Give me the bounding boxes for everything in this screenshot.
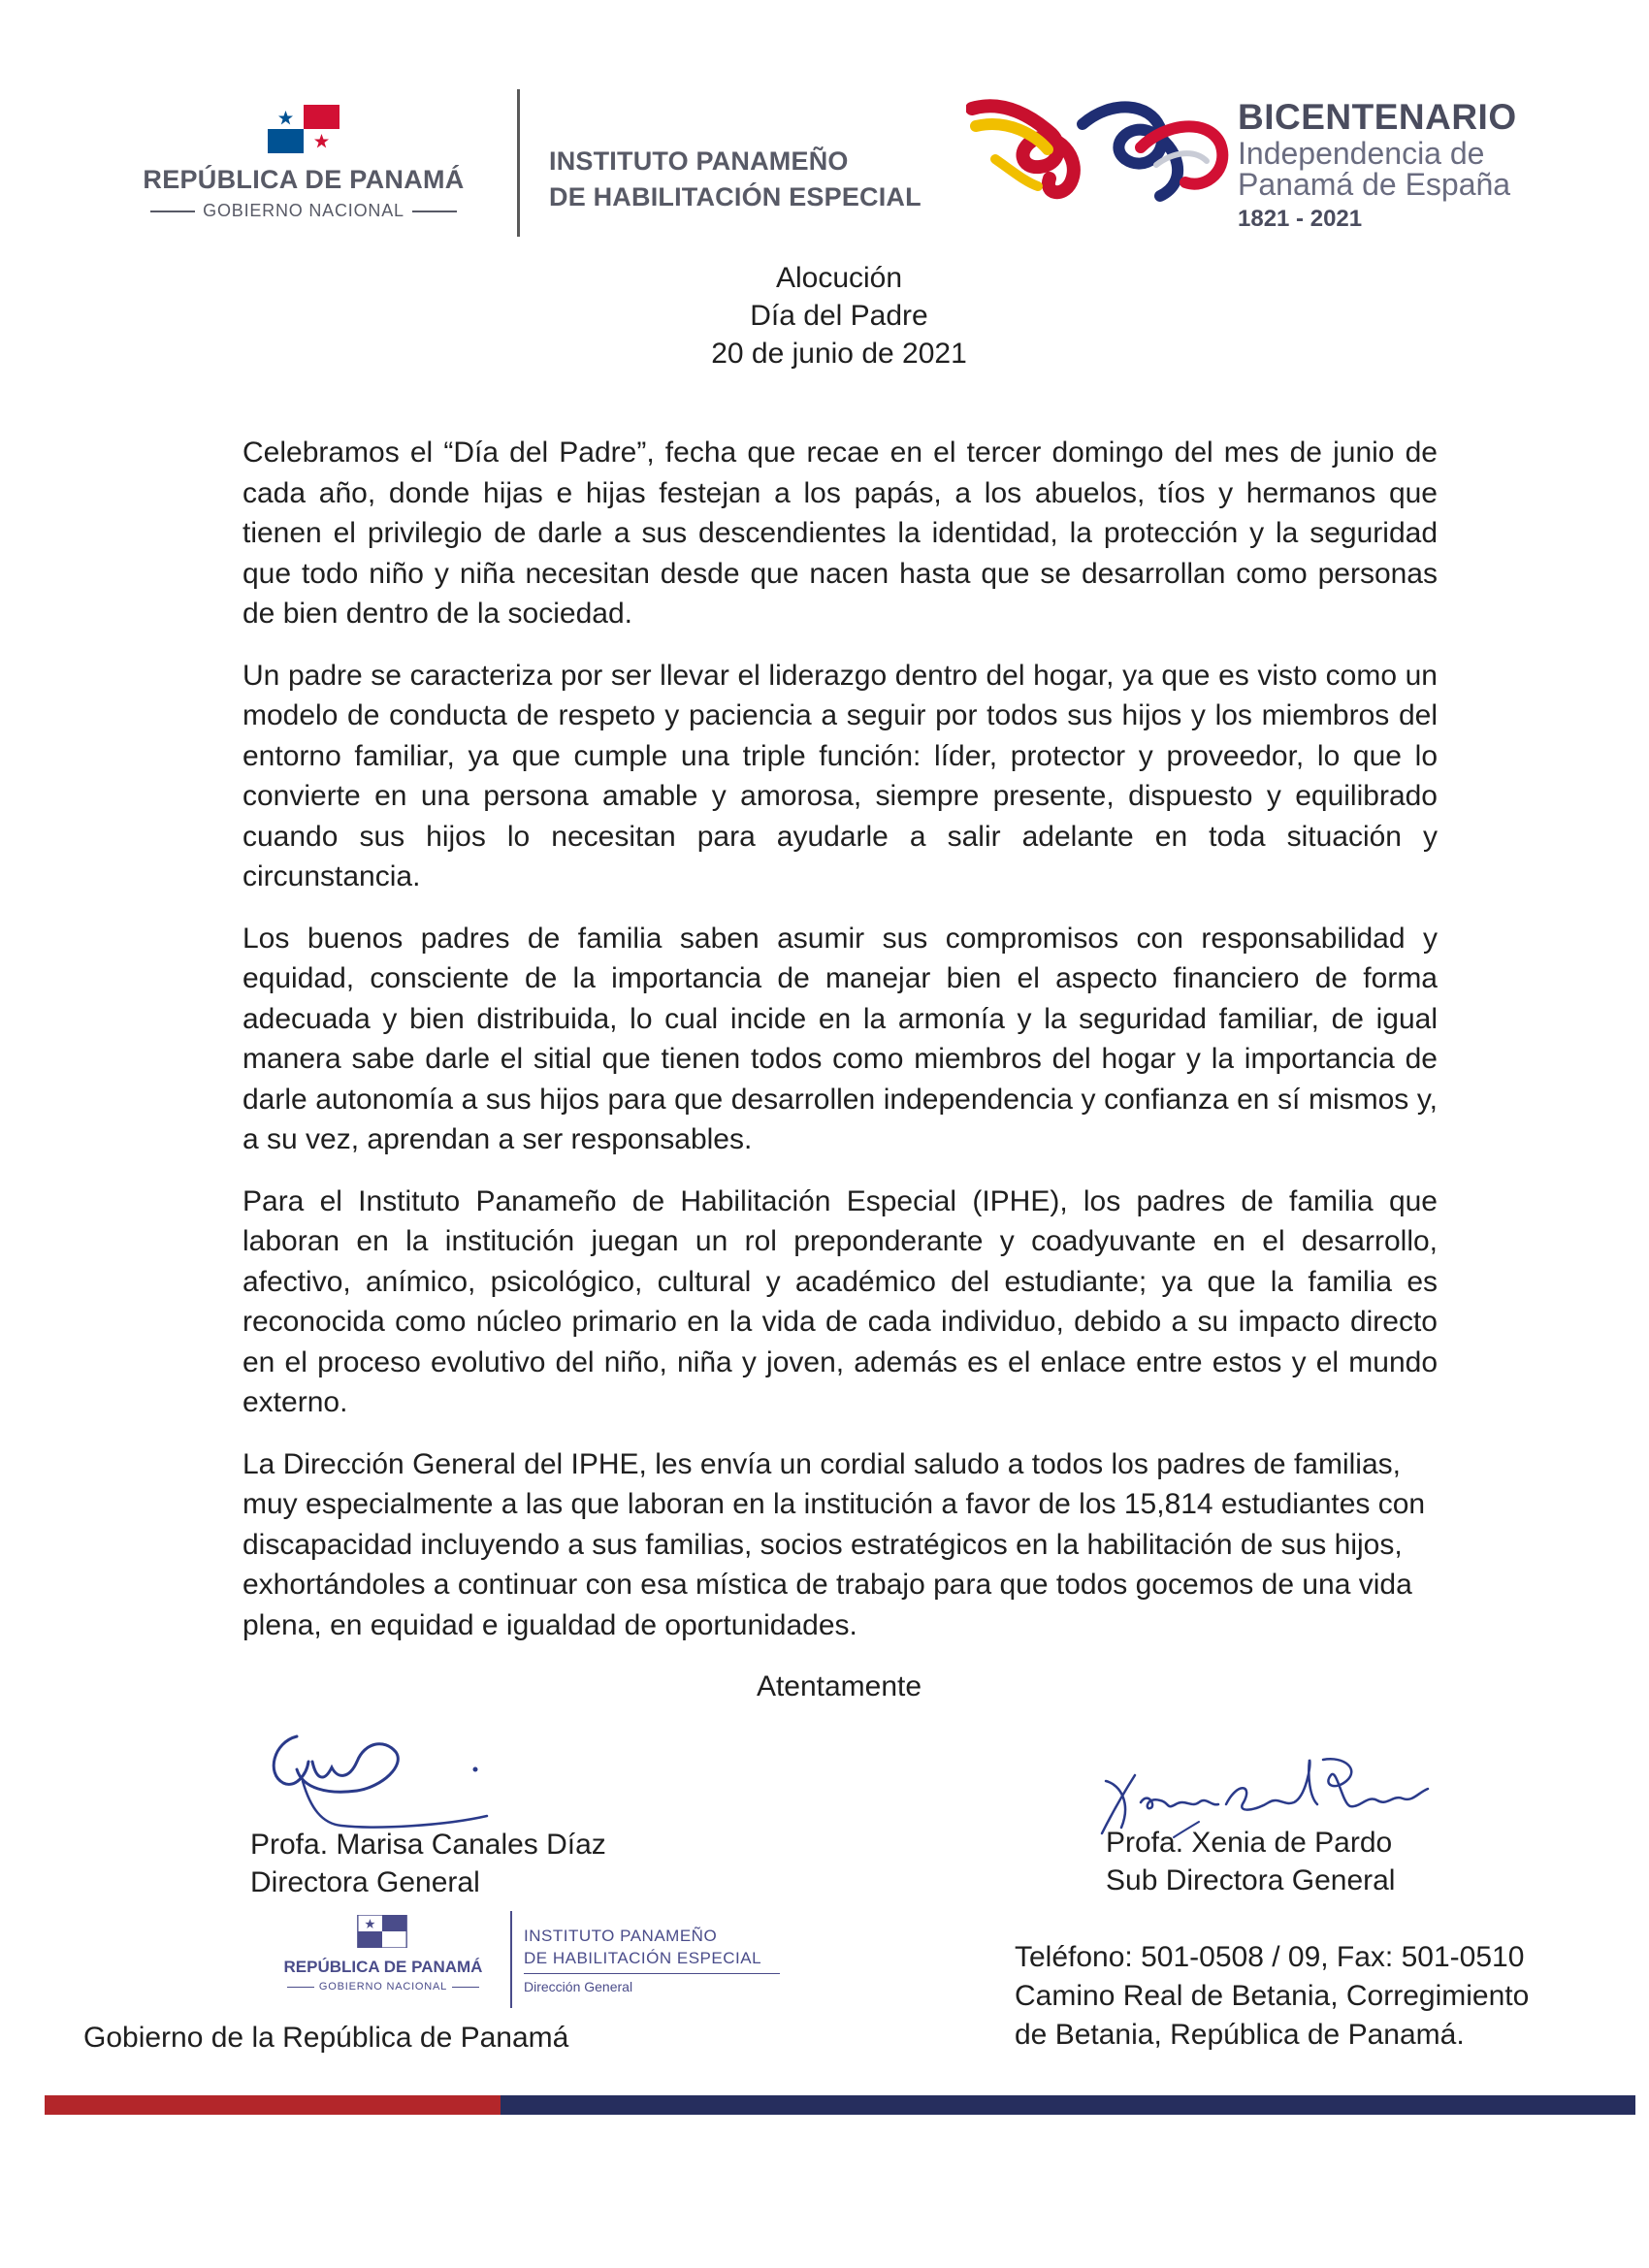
- stamp-divider: [510, 1911, 512, 2008]
- stamp-gobierno: GOBIERNO NACIONAL: [264, 1981, 502, 1993]
- document-date: 20 de junio de 2021: [711, 338, 967, 370]
- left-signatory: Profa. Marisa Canales Díaz Directora General: [250, 1829, 606, 1898]
- document-subtitle: Día del Padre: [750, 300, 928, 332]
- paragraph-2: Un padre se caracteriza por ser llevar el liderazgo dentro del hogar, ya que es visto como un modelo de conducta de respeto y paciencia a seguir por todos sus hijos y los miembros del entorno familiar, ya que cumple una triple función: líder, protector y proveedor, lo que lo convierte en una persona amable y amorosa, siempre presente, dispuesto y equilibrado cuando sus hijos lo necesitan para ayudarle a salir adelante en toda situación y circunstancia.: [242, 659, 1438, 892]
- republica-de-panama-heading: REPÚBLICA DE PANAMÁ: [143, 165, 465, 194]
- closing-salutation: Atentamente: [756, 1670, 922, 1702]
- bicentenario-years: 1821 - 2021: [1238, 206, 1363, 232]
- right-signatory: Profa. Xenia de Pardo Sub Directora General: [1106, 1827, 1396, 1896]
- header-divider: [517, 89, 520, 237]
- paragraph-5: La Dirección General del IPHE, les envía un cordial saludo a todos los padres de familias, muy especialmente a las que laboran en la institución a favor de los 15,814 estudiantes con discapacidad incluyendo a sus familias, socios estratégicos en la habilitación de sus hijos, exhortándoles a continuar con esa mística de trabajo para que todos gocemos de una vida plena, en equidad e igualdad de oportunidades.: [242, 1447, 1426, 1641]
- gobierno-nacional-label: GOBIERNO NACIONAL: [97, 201, 510, 221]
- footer-gobierno: Gobierno de la República de Panamá: [83, 2022, 569, 2054]
- bicentenario-title: BICENTENARIO: [1238, 97, 1517, 137]
- footer-address-1: Camino Real de Betania, Corregimiento: [1015, 1980, 1530, 2012]
- footer-color-bar: [45, 2095, 1635, 2115]
- stamp-republica: REPÚBLICA DE PANAMÁ: [283, 1958, 483, 1976]
- paragraph-3: Los buenos padres de familia saben asumir sus compromisos con responsabilidad y equidad, consciente de la importancia de manejar bien el aspecto financiero de forma adecuada y bien distribuida, lo cual incide en la armonía y la seguridad familiar, de igual manera sabe darle el sitial que tienen todos como miembros del hogar y la importancia de darle autonomía a sus hijos para que desarrollen independencia y confianza en sí mismos y, a su vez, aprendan a ser responsables.: [242, 922, 1438, 1155]
- footer-panama-flag-icon: [357, 1915, 407, 1948]
- stamp-direccion: Dirección General: [524, 1979, 633, 1994]
- institute-name: INSTITUTO PANAMEÑO DE HABILITACIÓN ESPECIAL: [549, 146, 922, 211]
- stamp-underline: [524, 1973, 780, 1974]
- bicentenario-line-1: Independencia de: [1238, 136, 1485, 171]
- footer-address-2: de Betania, República de Panamá.: [1015, 2019, 1465, 2051]
- bicentenario-line-2: Panamá de España: [1238, 167, 1511, 202]
- footer-bar-blue: [501, 2095, 1635, 2115]
- footer-bar-red: [45, 2095, 501, 2115]
- document-title: Alocución: [775, 262, 903, 294]
- footer-phone: Teléfono: 501-0508 / 09, Fax: 501-0510: [1015, 1941, 1525, 1973]
- stamp-institute: INSTITUTO PANAMEÑO DE HABILITACIÓN ESPECIAL: [524, 1927, 762, 1967]
- letter-body: [242, 433, 1438, 1667]
- bicentenario-ribbon-logo-icon: [966, 89, 1234, 215]
- footer-contact: [1015, 1938, 1529, 2055]
- panama-flag-icon: [268, 105, 340, 153]
- paragraph-1: Celebramos el “Día del Padre”, fecha que recae en el tercer domingo del mes de junio de cada año, donde hijas e hijas festejan a los papás, a los abuelos, tíos y hermanos que tienen el privilegio de darle a sus descendientes la identidad, la protección y la seguridad que todo niño y niña necesitan desde que nacen hasta que se desarrollan como personas de bien dentro de la sociedad.: [242, 437, 1438, 630]
- paragraph-4: Para el Instituto Panameño de Habilitación Especial (IPHE), los padres de familia que laboran en la institución juegan un rol preponderante y coadyuvante en el desarrollo, afectivo, anímico, psicológico, cultural y académico del estudiante; ya que la familia es reconocida como núcleo primario en la vida de cada individuo, debido a su impacto directo en el proceso evolutivo del niño, niña y joven, además es el enlace entre estos y el mundo externo.: [242, 1184, 1438, 1418]
